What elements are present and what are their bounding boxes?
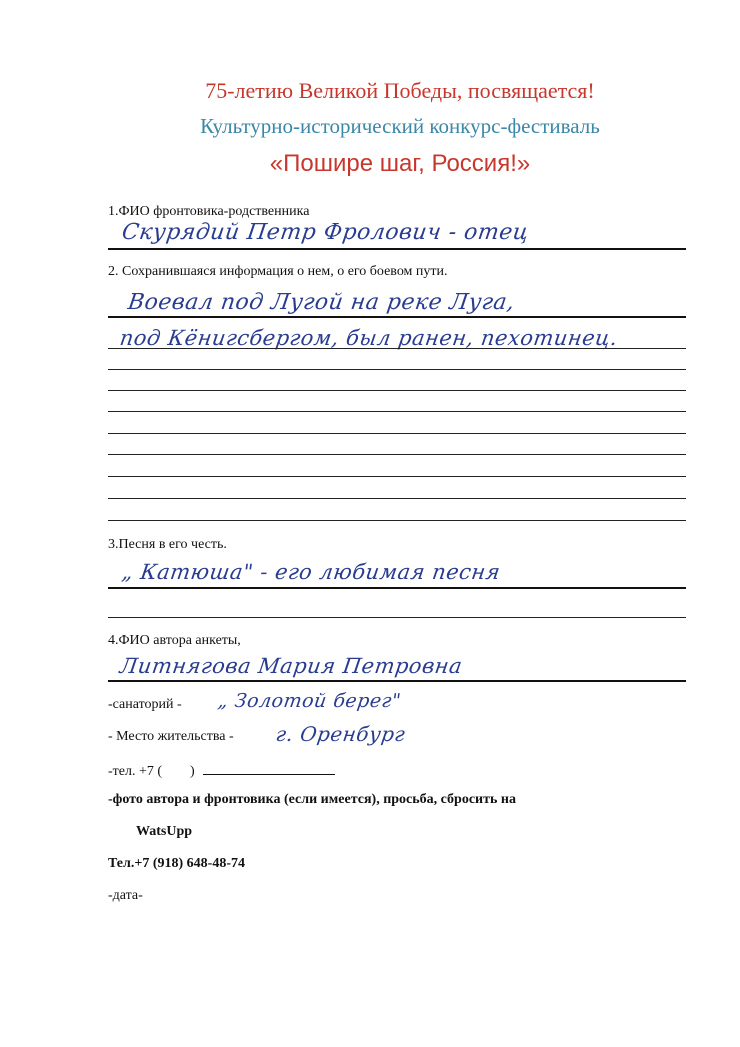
- q2-rule-6: [108, 433, 686, 434]
- q4-label: 4.ФИО автора анкеты,: [108, 633, 241, 648]
- q2-label: 2. Сохранившаяся информация о нем, о его боевом пути.: [108, 264, 448, 279]
- date-label: -дата-: [108, 888, 143, 903]
- phone-label: -тел. +7 ( ): [108, 764, 195, 779]
- contact-phone: Тел.+7 (918) 648-48-74: [108, 856, 245, 871]
- contest-heading: Культурно-исторический конкурс-фестиваль: [200, 114, 600, 138]
- q2-rule-8: [108, 476, 686, 477]
- sanatorium-answer: „ Золотой берег": [216, 690, 403, 712]
- photo-note: -фото автора и фронтовика (если имеется), просьба, сбросить на: [108, 792, 516, 807]
- q2-rule-7: [108, 454, 686, 455]
- slogan-heading: «Пошире шаг, Россия!»: [269, 150, 531, 177]
- q1-label: 1.ФИО фронтовика-родственника: [108, 204, 310, 219]
- q2-rule-4: [108, 390, 686, 391]
- dedication-heading: 75-летию Великой Победы, посвящается!: [205, 78, 595, 103]
- q4-answer-line: [108, 680, 686, 682]
- q2-rule-9: [108, 498, 686, 499]
- q4-answer: Литнягова Мария Петровна: [118, 654, 464, 678]
- messenger-name: WatsUpp: [136, 824, 193, 839]
- q2-rule-10: [108, 520, 686, 521]
- q2-rule-1: [108, 316, 686, 318]
- q2-answer-line-2: под Кёнигсбергом, был ранен, пехотинец.: [118, 326, 620, 350]
- phone-field: [108, 762, 335, 780]
- q3-label: 3.Песня в его честь.: [108, 537, 227, 552]
- phone-blank-line: [203, 762, 335, 775]
- q1-answer: Скурядий Петр Фролович - отец: [120, 220, 531, 245]
- q1-answer-line: [108, 248, 686, 250]
- sanatorium-label: -санаторий -: [108, 697, 182, 712]
- residence-label: - Место жительства -: [108, 729, 234, 744]
- q2-rule-5: [108, 411, 686, 412]
- residence-answer: г. Оренбург: [274, 722, 407, 746]
- q2-rule-2: [108, 348, 686, 349]
- q3-answer: „ Катюша" - его любимая песня: [120, 560, 502, 584]
- q2-rule-3: [108, 369, 686, 370]
- q3-answer-line: [108, 587, 686, 589]
- q2-answer-line-1: Воевал под Лугой на реке Луга,: [126, 290, 517, 315]
- q3-rule-2: [108, 617, 686, 618]
